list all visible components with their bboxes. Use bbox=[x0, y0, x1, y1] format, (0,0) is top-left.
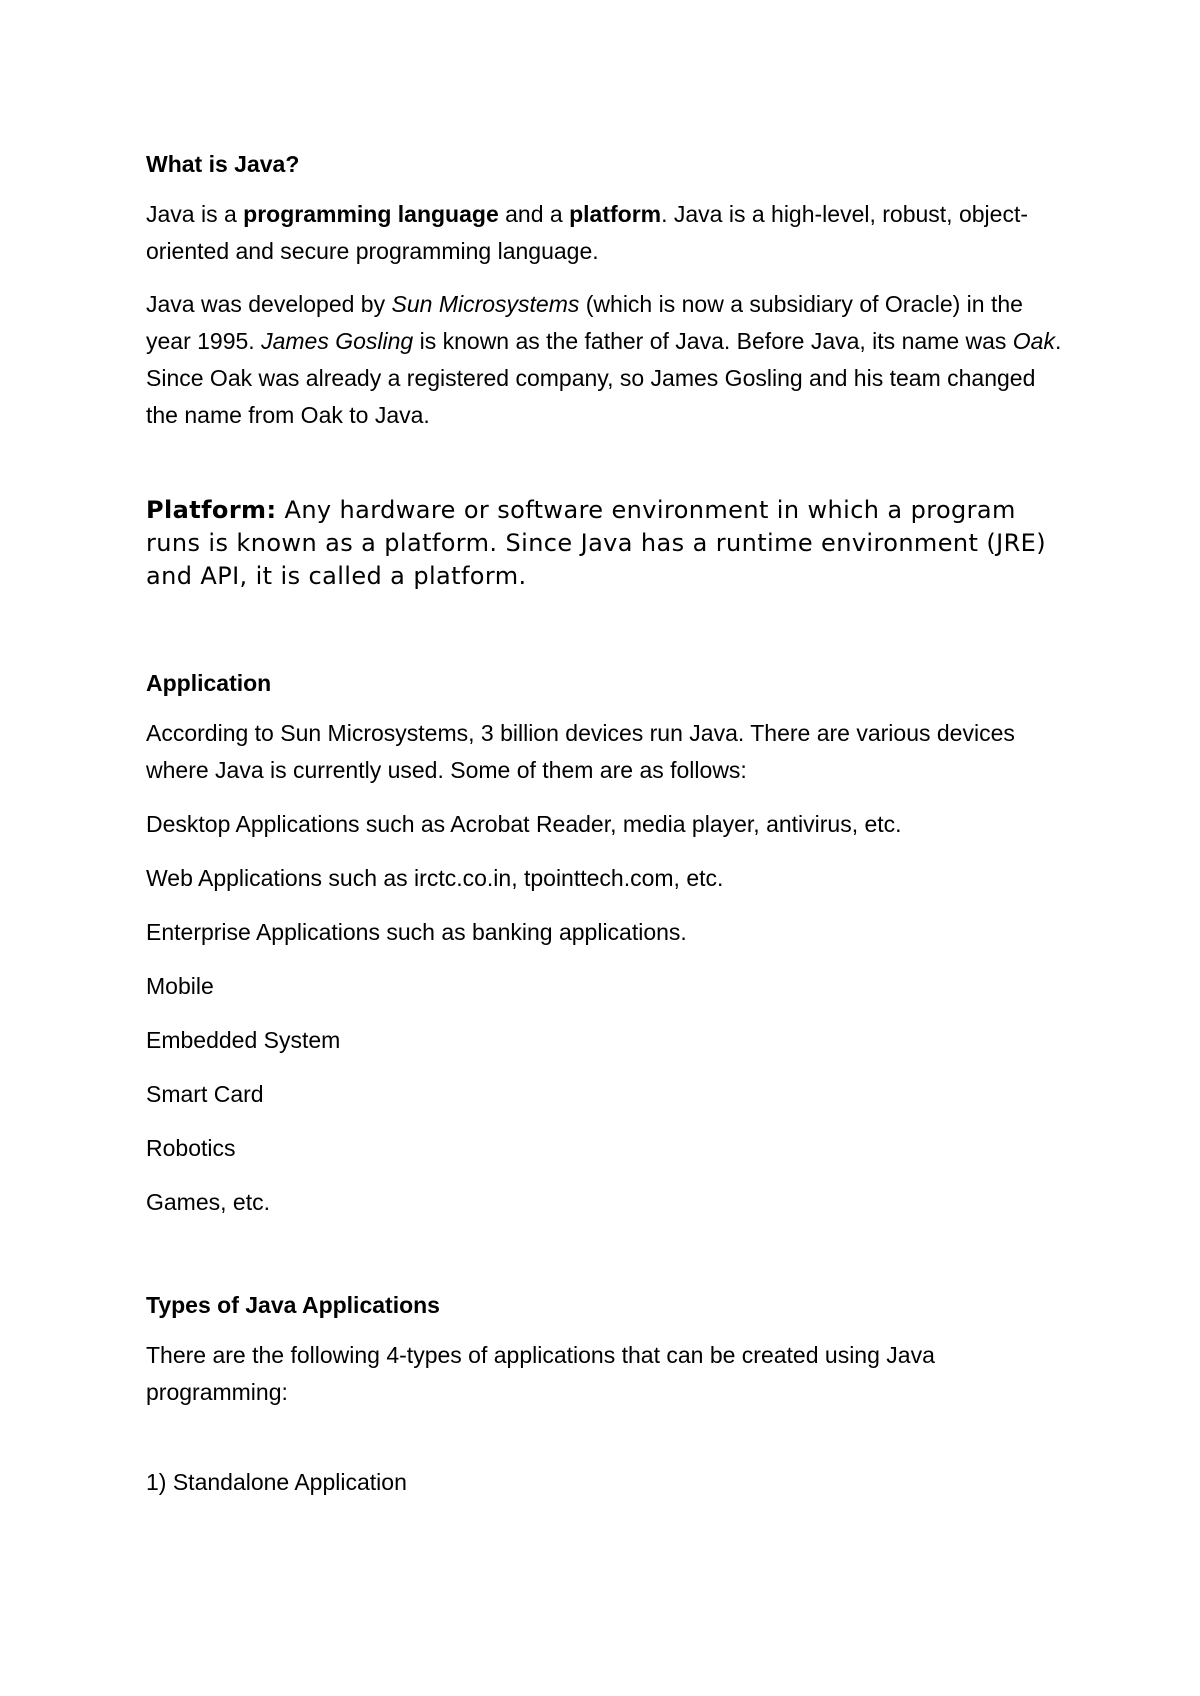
application-list bbox=[146, 806, 1066, 1221]
type-standalone-application: 1) Standalone Application bbox=[146, 1469, 407, 1495]
list-item: Mobile bbox=[146, 973, 214, 999]
text-run: Java was developed by bbox=[146, 291, 392, 317]
list-item: Web Applications such as irctc.co.in, tpointtech.com, etc. bbox=[146, 865, 724, 891]
bold-programming-language: programming language bbox=[243, 201, 499, 227]
paragraph-application-intro: According to Sun Microsystems, 3 billion devices run Java. There are various devices where Java is currently used. Some of them are as follows: bbox=[146, 720, 1015, 783]
heading-types-of-java-applications: Types of Java Applications bbox=[146, 1292, 440, 1318]
list-item: Games, etc. bbox=[146, 1189, 270, 1215]
heading-what-is-java: What is Java? bbox=[146, 151, 300, 177]
list-item: Smart Card bbox=[146, 1081, 264, 1107]
italic-oak: Oak bbox=[1012, 328, 1055, 354]
text-run: (which is now a subsidiary of Oracle) in the year 1995. bbox=[146, 291, 1023, 354]
paragraph-types-intro: There are the following 4-types of applications that can be created using Java programming: bbox=[146, 1342, 935, 1405]
italic-sun-microsystems: Sun Microsystems bbox=[391, 291, 580, 317]
list-item: Robotics bbox=[146, 1135, 236, 1161]
italic-james-gosling: James Gosling bbox=[261, 328, 414, 354]
text-run: . Since Oak was already a registered company, so James Gosling and his team changed the name from Oak to Java. bbox=[146, 328, 1062, 428]
paragraph-java-history bbox=[146, 286, 1066, 434]
text-run: is known as the father of Java. Before Java, its name was bbox=[413, 328, 1013, 354]
text-run: and a bbox=[498, 201, 570, 227]
text-run: Java is a bbox=[146, 201, 244, 227]
bold-platform: platform bbox=[569, 201, 662, 227]
list-item: Desktop Applications such as Acrobat Reader, media player, antivirus, etc. bbox=[146, 811, 902, 837]
paragraph-java-definition bbox=[146, 196, 1066, 270]
platform-label: Platform: bbox=[146, 496, 277, 524]
paragraph-platform-definition bbox=[146, 494, 1066, 593]
heading-application: Application bbox=[146, 670, 272, 696]
text-run: . Java is a high-level, robust, object-oriented and secure programming language. bbox=[146, 201, 1028, 264]
platform-text: Any hardware or software environment in which a program runs is known as a platform. Since Java has a runtime environment (JRE) and API, it is called a platform. bbox=[146, 496, 1046, 590]
list-item: Embedded System bbox=[146, 1027, 341, 1053]
list-item: Enterprise Applications such as banking applications. bbox=[146, 919, 687, 945]
document-body bbox=[146, 150, 1066, 1501]
